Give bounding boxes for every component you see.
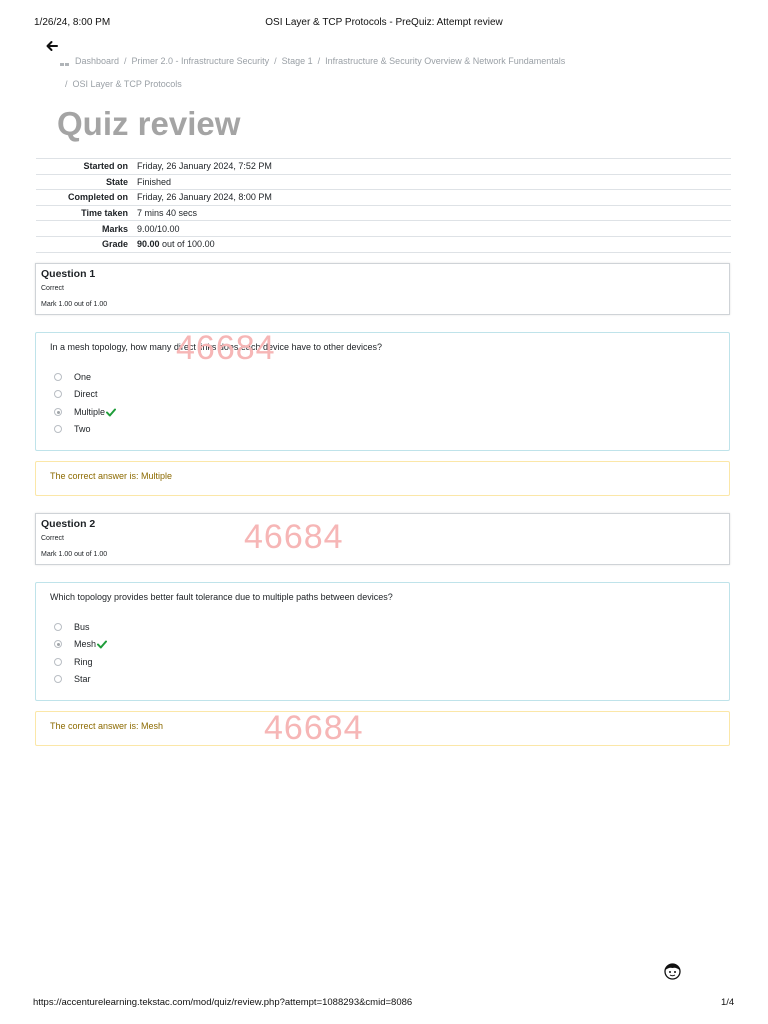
answer-option-selected[interactable] <box>54 406 116 418</box>
feedback-2 <box>35 711 730 746</box>
grade-value: 90.00 <box>137 239 160 250</box>
answer-option[interactable] <box>54 656 93 668</box>
breadcrumb-separator: / <box>124 56 127 66</box>
question-state: Correct <box>41 535 64 542</box>
breadcrumb-nav-icon <box>59 58 71 68</box>
print-url: https://accenturelearning.tekstac.com/mod/quiz/review.php?attempt=1088293&cmid=8086 <box>33 997 413 1008</box>
watermark: 46684 <box>176 329 276 367</box>
watermark: 46684 <box>244 518 344 556</box>
option-label: Ring <box>74 657 93 667</box>
option-label: Two <box>74 424 91 434</box>
summary-row <box>36 190 731 206</box>
summary-value: Friday, 26 January 2024, 8:00 PM <box>137 192 272 203</box>
page-title: Quiz review <box>57 105 241 142</box>
breadcrumb-item-dashboard[interactable]: Dashboard <box>75 56 120 66</box>
summary-label: Completed on <box>68 192 128 203</box>
attempt-summary-table <box>36 158 731 253</box>
user-avatar-icon[interactable] <box>663 962 682 980</box>
radio-button-checked[interactable] <box>54 408 62 416</box>
radio-button[interactable] <box>54 675 62 683</box>
grade-suffix: out of 100.00 <box>159 239 215 250</box>
radio-button[interactable] <box>54 658 62 666</box>
summary-row <box>36 159 731 175</box>
print-datetime: 1/26/24, 8:00 PM <box>34 17 111 28</box>
question-content-2 <box>35 582 730 701</box>
question-number: Question 2 <box>41 518 96 530</box>
print-header <box>0 17 768 31</box>
question-text: Which topology provides better fault tolerance due to multiple paths between devices? <box>50 592 393 602</box>
option-label: Mesh <box>74 639 97 649</box>
summary-row <box>36 221 731 237</box>
breadcrumb-separator: / <box>317 56 321 66</box>
print-title: OSI Layer & TCP Protocols - PreQuiz: Attempt review <box>265 17 503 28</box>
option-label: Direct <box>74 389 98 399</box>
option-label: Bus <box>74 622 90 632</box>
back-arrow-icon[interactable] <box>45 39 59 53</box>
question-content-1 <box>35 332 730 451</box>
answer-option-selected[interactable] <box>54 638 107 650</box>
radio-button[interactable] <box>54 425 62 433</box>
summary-label: Started on <box>83 161 128 172</box>
radio-button-checked[interactable] <box>54 640 62 648</box>
correct-answer-text: The correct answer is: Mesh <box>50 721 164 731</box>
summary-value: 7 mins 40 secs <box>137 208 198 219</box>
feedback-1 <box>35 461 730 496</box>
checkmark-icon <box>106 408 116 417</box>
breadcrumb-item-quiz[interactable]: OSI Layer & TCP Protocols <box>72 79 182 89</box>
radio-button[interactable] <box>54 623 62 631</box>
breadcrumb-item-section[interactable]: Infrastructure & Security Overview & Network Fundamentals <box>325 56 566 66</box>
summary-value: Friday, 26 January 2024, 7:52 PM <box>137 161 272 172</box>
breadcrumb <box>75 56 565 66</box>
checkmark-icon <box>97 640 107 649</box>
option-label: Star <box>74 674 91 684</box>
breadcrumb-item-course[interactable]: Primer 2.0 - Infrastructure Security <box>131 56 270 66</box>
summary-label: Time taken <box>81 208 128 219</box>
summary-label: Marks <box>101 223 128 234</box>
summary-row <box>36 174 731 190</box>
option-label: One <box>74 372 92 382</box>
breadcrumb-separator: / <box>65 79 68 89</box>
question-mark: Mark 1.00 out of 1.00 <box>41 551 108 558</box>
radio-button[interactable] <box>54 390 62 398</box>
question-mark: Mark 1.00 out of 1.00 <box>41 301 108 308</box>
answer-option[interactable] <box>54 621 90 633</box>
breadcrumb-separator: / <box>274 56 277 66</box>
option-label: Multiple <box>74 407 106 417</box>
answer-option[interactable] <box>54 673 91 685</box>
correct-answer-text: The correct answer is: Multiple <box>50 471 173 481</box>
page-number: 1/4 <box>721 997 735 1008</box>
answer-option[interactable] <box>54 388 98 400</box>
answer-option[interactable] <box>54 423 91 435</box>
summary-label: Grade <box>101 239 128 250</box>
summary-value: 9.00/10.00 <box>137 223 180 234</box>
summary-value <box>137 236 731 252</box>
question-text: In a mesh topology, how many direct links does each device have to other devices? <box>50 342 383 352</box>
summary-value: Finished <box>137 176 172 187</box>
question-number: Question 1 <box>41 268 96 280</box>
breadcrumb-continued <box>65 79 182 89</box>
watermark: 46684 <box>264 709 364 747</box>
summary-row-grade <box>36 236 731 252</box>
question-info-1 <box>35 263 730 315</box>
breadcrumb-item-stage[interactable]: Stage 1 <box>281 56 313 66</box>
question-state: Correct <box>41 285 64 292</box>
answer-option[interactable] <box>54 371 91 383</box>
question-info-2 <box>35 513 730 565</box>
radio-button[interactable] <box>54 373 62 381</box>
summary-row <box>36 205 731 221</box>
summary-label: State <box>105 176 128 187</box>
